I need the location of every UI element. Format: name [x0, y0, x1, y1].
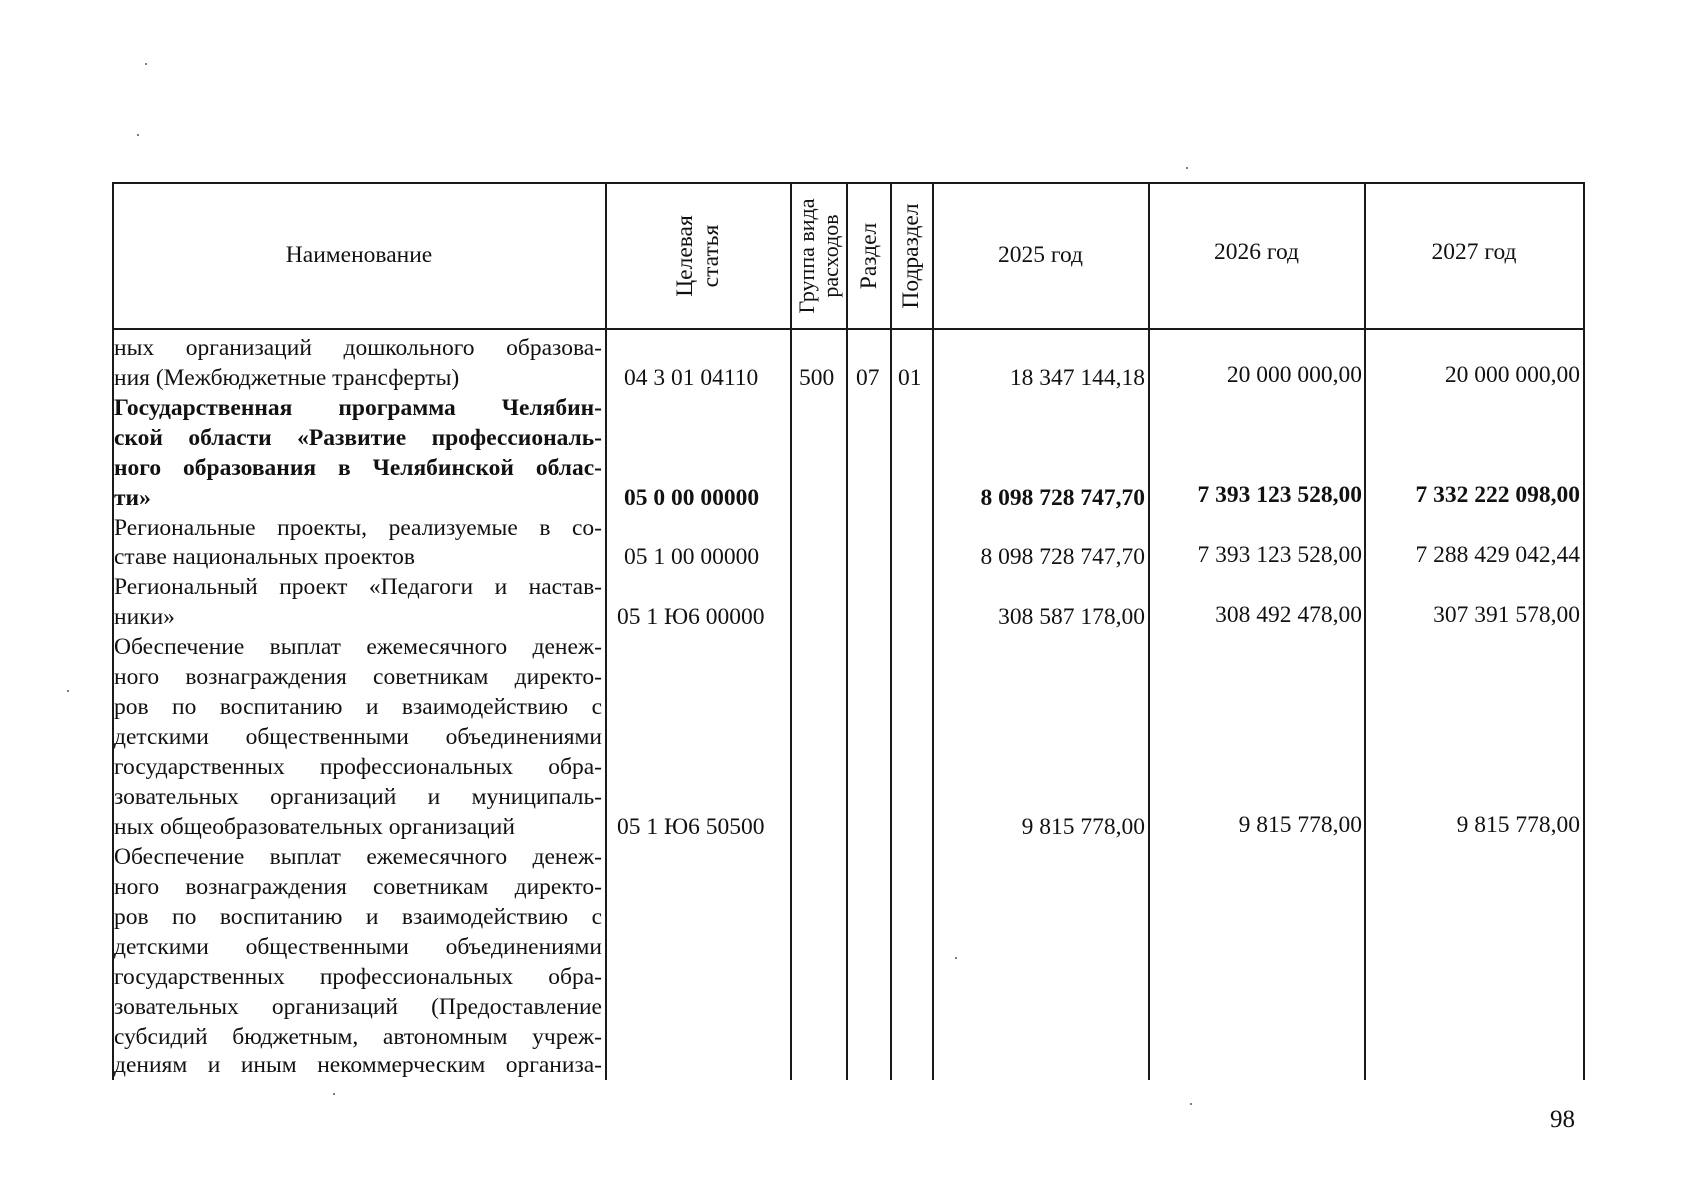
- header-target-article: Целевая статья: [672, 215, 724, 297]
- row-amount-2025: 8 098 728 747,70: [980, 485, 1145, 511]
- row-section: 07: [856, 365, 880, 391]
- row-amount-2027: 9 815 778,00: [1456, 812, 1580, 838]
- header-2026: 2026 год: [1214, 239, 1299, 265]
- column-line: [932, 182, 934, 1080]
- row-name-line: детскими общественными объединениями: [114, 724, 602, 750]
- row-amount-2026: 7 393 123 528,00: [1197, 542, 1362, 568]
- row-name-line: Региональный проект «Педагоги и настав-: [114, 574, 602, 600]
- row-subsection: 01: [898, 365, 922, 391]
- row-name-line: Государственная программа Челябин-: [114, 395, 602, 421]
- row-name-line: детскими общественными объединениями: [114, 934, 602, 960]
- row-amount-2025: 9 815 778,00: [1021, 814, 1145, 840]
- column-line: [1364, 182, 1366, 1080]
- row-code: 05 1 Ю6 00000: [617, 604, 765, 630]
- row-expense-group: 500: [799, 365, 835, 391]
- header-2025: 2025 год: [998, 242, 1083, 268]
- row-name-line: зовательных организаций (Предоставление: [114, 994, 602, 1020]
- row-code: 05 1 Ю6 50500: [617, 814, 765, 840]
- header-expense-group: Группа вида расходов: [794, 198, 843, 314]
- row-amount-2026: 9 815 778,00: [1238, 812, 1362, 838]
- header-name: Наименование: [285, 242, 433, 268]
- row-name-line: ного вознаграждения советникам директо-: [114, 874, 602, 900]
- row-name-line: Обеспечение выплат ежемесячного денеж-: [114, 634, 602, 660]
- column-line: [890, 182, 892, 1080]
- header-2027: 2027 год: [1431, 239, 1517, 265]
- row-name-line: ти»: [114, 485, 151, 511]
- row-name-line: ники»: [114, 604, 175, 630]
- column-line: [1583, 182, 1585, 1080]
- row-amount-2025: 18 347 144,18: [1009, 365, 1145, 391]
- row-amount-2027: 7 288 429 042,44: [1415, 542, 1580, 568]
- scan-speck: [333, 1093, 335, 1095]
- row-name-line: дениям и иным некоммерческим организа-: [114, 1052, 602, 1078]
- scan-speck: [1186, 167, 1188, 169]
- row-name-line: зовательных организаций и муниципаль-: [114, 784, 602, 810]
- page-number: 98: [1550, 1106, 1575, 1133]
- row-name-line: ных общеобразовательных организаций: [114, 814, 515, 840]
- row-name-line: государственных профессиональных обра-: [114, 754, 602, 780]
- row-name-line: субсидий бюджетным, автономным учреж-: [114, 1024, 602, 1050]
- row-name-line: ния (Межбюджетные трансферты): [114, 365, 460, 391]
- scan-speck: [67, 690, 69, 692]
- row-name-line: ного образования в Челябинской облас-: [114, 455, 602, 481]
- row-code: 05 0 00 00000: [624, 485, 760, 511]
- column-line: [1148, 182, 1150, 1080]
- row-amount-2025: 8 098 728 747,70: [980, 544, 1145, 570]
- scan-speck: [955, 957, 957, 959]
- row-name-line: Региональные проекты, реализуемые в со-: [114, 515, 602, 541]
- row-amount-2026: 7 393 123 528,00: [1197, 482, 1362, 508]
- scan-speck: [1190, 1103, 1192, 1105]
- row-amount-2027: 20 000 000,00: [1444, 362, 1580, 388]
- row-amount-2027: 7 332 222 098,00: [1415, 482, 1580, 508]
- row-name-line: ных организаций дошкольного образова-: [114, 335, 602, 361]
- row-amount-2027: 307 391 578,00: [1433, 602, 1580, 628]
- row-name-line: ров по воспитанию и взаимодействию с: [114, 904, 602, 930]
- row-name-line: ставе национальных проектов: [114, 544, 415, 570]
- row-name-line: ного вознаграждения советникам директо-: [114, 664, 602, 690]
- row-name-line: государственных профессиональных обра-: [114, 964, 602, 990]
- row-name-line: ров по воспитанию и взаимодействию с: [114, 694, 602, 720]
- column-line: [605, 182, 607, 1080]
- column-line: [790, 182, 792, 1080]
- header-section: Раздел: [856, 222, 882, 290]
- row-amount-2026: 308 492 478,00: [1215, 602, 1362, 628]
- row-name-line: Обеспечение выплат ежемесячного денеж-: [114, 844, 602, 870]
- column-line: [846, 182, 848, 1080]
- header-subsection: Подраздел: [898, 203, 924, 309]
- row-amount-2025: 308 587 178,00: [998, 604, 1145, 630]
- row-amount-2026: 20 000 000,00: [1226, 362, 1362, 388]
- row-name-line: ской области «Развитие профессиональ-: [114, 425, 602, 451]
- row-code: 05 1 00 00000: [624, 544, 760, 570]
- row-code: 04 3 01 04110: [624, 365, 759, 391]
- scan-speck: [137, 134, 139, 136]
- scan-speck: [145, 63, 147, 65]
